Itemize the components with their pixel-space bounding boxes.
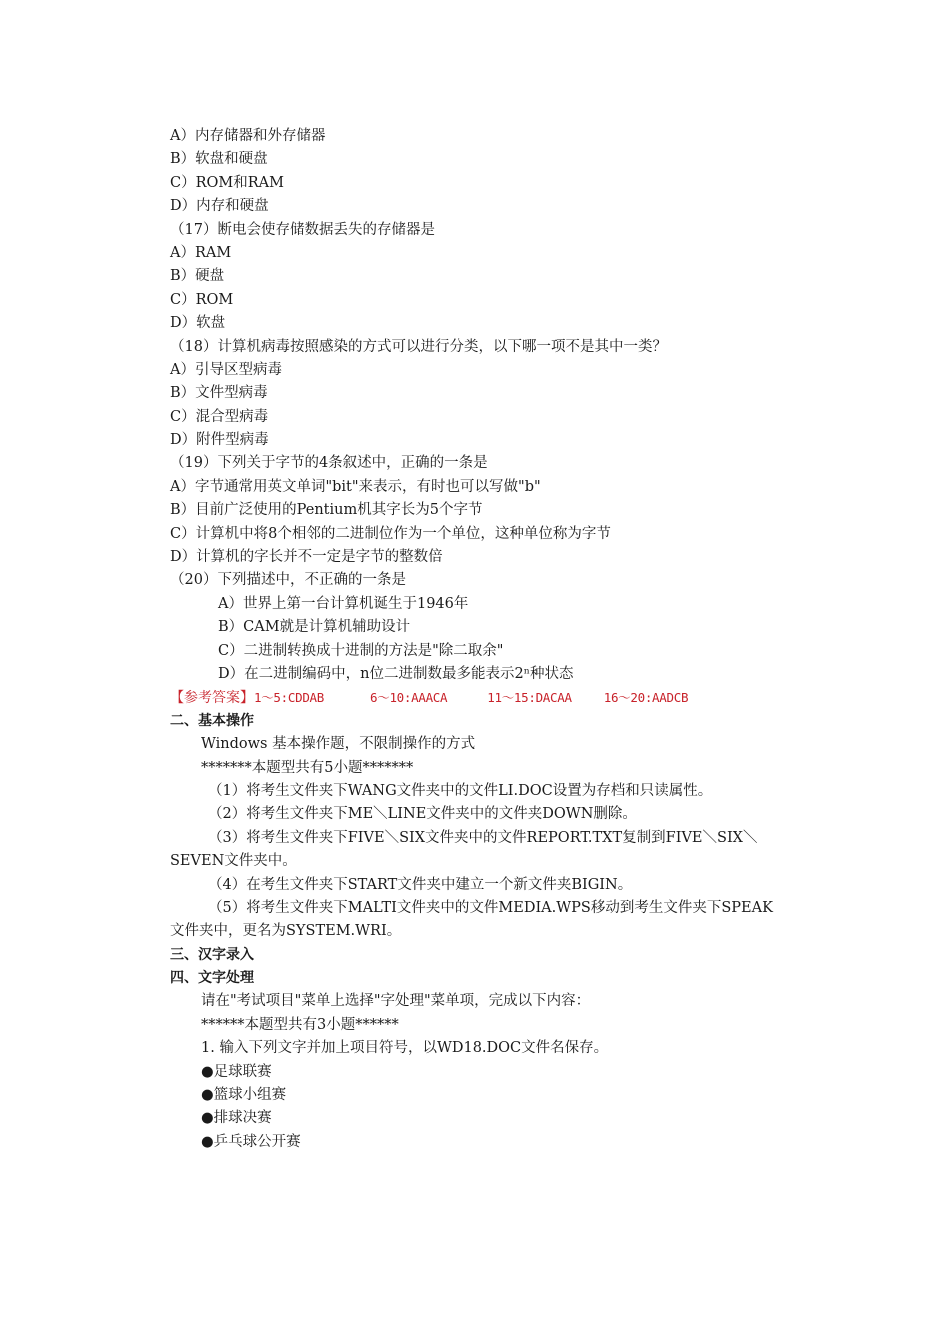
text-line: C）计算机中将8个相邻的二进制位作为一个单位，这种单位称为字节 [170, 525, 611, 542]
text-line: （1）将考生文件夹下WANG文件夹中的文件LI.DOC设置为存档和只读属性。 [208, 782, 713, 799]
text-line: B）目前广泛使用的Pentium机其字长为5个字节 [170, 502, 483, 519]
text-line: 1. 输入下列文字并加上项目符号，以WD18.DOC文件名保存。 [201, 1040, 609, 1057]
text-line: （17）断电会使存储数据丢失的存储器是 [170, 221, 435, 238]
answer-group-2: 6～10:AAACA [370, 690, 448, 706]
text-line: A）引导区型病毒 [170, 361, 282, 378]
answers-label: 【参考答案】 [170, 690, 254, 707]
text-line: A）世界上第一台计算机诞生于1946年 [218, 595, 469, 612]
text-line: Windows 基本操作题，不限制操作的方式 [201, 736, 476, 753]
text-line: 文件夹中，更名为SYSTEM.WRI。 [170, 923, 402, 940]
text-line: SEVEN文件夹中。 [170, 853, 297, 870]
answer-group-3: 11～15:DACAA [487, 690, 572, 706]
text-line: B）软盘和硬盘 [170, 151, 268, 168]
text-line: C）ROM和RAM [170, 174, 284, 191]
text-line: ●排球决赛 [201, 1110, 272, 1127]
operation-section [170, 710, 820, 1154]
text-line: ******本题型共有3小题****** [201, 1016, 399, 1033]
text-line: （5）将考生文件夹下MALTI文件夹中的文件MEDIA.WPS移动到考生文件夹下SPEAK [208, 899, 773, 916]
reference-answers [170, 686, 820, 709]
text-line: 请在"考试项目"菜单上选择"字处理"菜单项，完成以下内容： [201, 993, 591, 1010]
answer-group-4: 16～20:AADCB [603, 690, 689, 706]
text-line: D）软盘 [170, 315, 226, 332]
text-line: B）文件型病毒 [170, 385, 268, 402]
document-body [170, 125, 820, 1154]
section-heading: 四、文字处理 [170, 970, 254, 987]
text-line: C）ROM [170, 291, 234, 308]
text-line: （2）将考生文件夹下ME＼LINE文件夹中的文件夹DOWN删除。 [208, 806, 637, 823]
text-line: ●乒乓球公开赛 [201, 1133, 301, 1150]
answer-group-1: 1～5:CDDAB [254, 690, 325, 706]
text-line: A）RAM [170, 244, 232, 261]
text-line: （4）在考生文件夹下START文件夹中建立一个新文件夹BIGIN。 [208, 876, 633, 893]
text-line: （19）下列关于字节的4条叙述中，正确的一条是 [170, 455, 488, 472]
text-line: D）计算机的字长并不一定是字节的整数倍 [170, 549, 443, 566]
text-line: D）附件型病毒 [170, 432, 269, 449]
section-heading: 三、汉字录入 [170, 946, 254, 963]
text-line: （18）计算机病毒按照感染的方式可以进行分类，以下哪一项不是其中一类？ [170, 338, 667, 355]
text-line: （20）下列描述中，不正确的一条是 [170, 572, 406, 589]
text-line: B）CAM就是计算机辅助设计 [218, 619, 411, 636]
section-heading: 二、基本操作 [170, 712, 254, 729]
text-line: A）内存储器和外存储器 [170, 128, 326, 144]
text-line: ●篮球小组赛 [201, 1087, 287, 1104]
text-line: A）字节通常用英文单词"bit"来表示，有时也可以写做"b" [170, 478, 541, 495]
text-line: C）二进制转换成十进制的方法是"除二取余" [218, 642, 504, 659]
text-line: *******本题型共有5小题******* [201, 759, 414, 776]
text-line: C）混合型病毒 [170, 408, 269, 425]
question-list [170, 125, 820, 686]
text-line: D）在二进制编码中，n位二进制数最多能表示2ⁿ种状态 [218, 665, 574, 682]
text-line: B）硬盘 [170, 268, 225, 285]
text-line: ●足球联赛 [201, 1063, 272, 1080]
text-line: （3）将考生文件夹下FIVE＼SIX文件夹中的文件REPORT.TXT复制到FIVE＼SIX＼ [208, 829, 758, 846]
text-line: D）内存和硬盘 [170, 198, 269, 215]
